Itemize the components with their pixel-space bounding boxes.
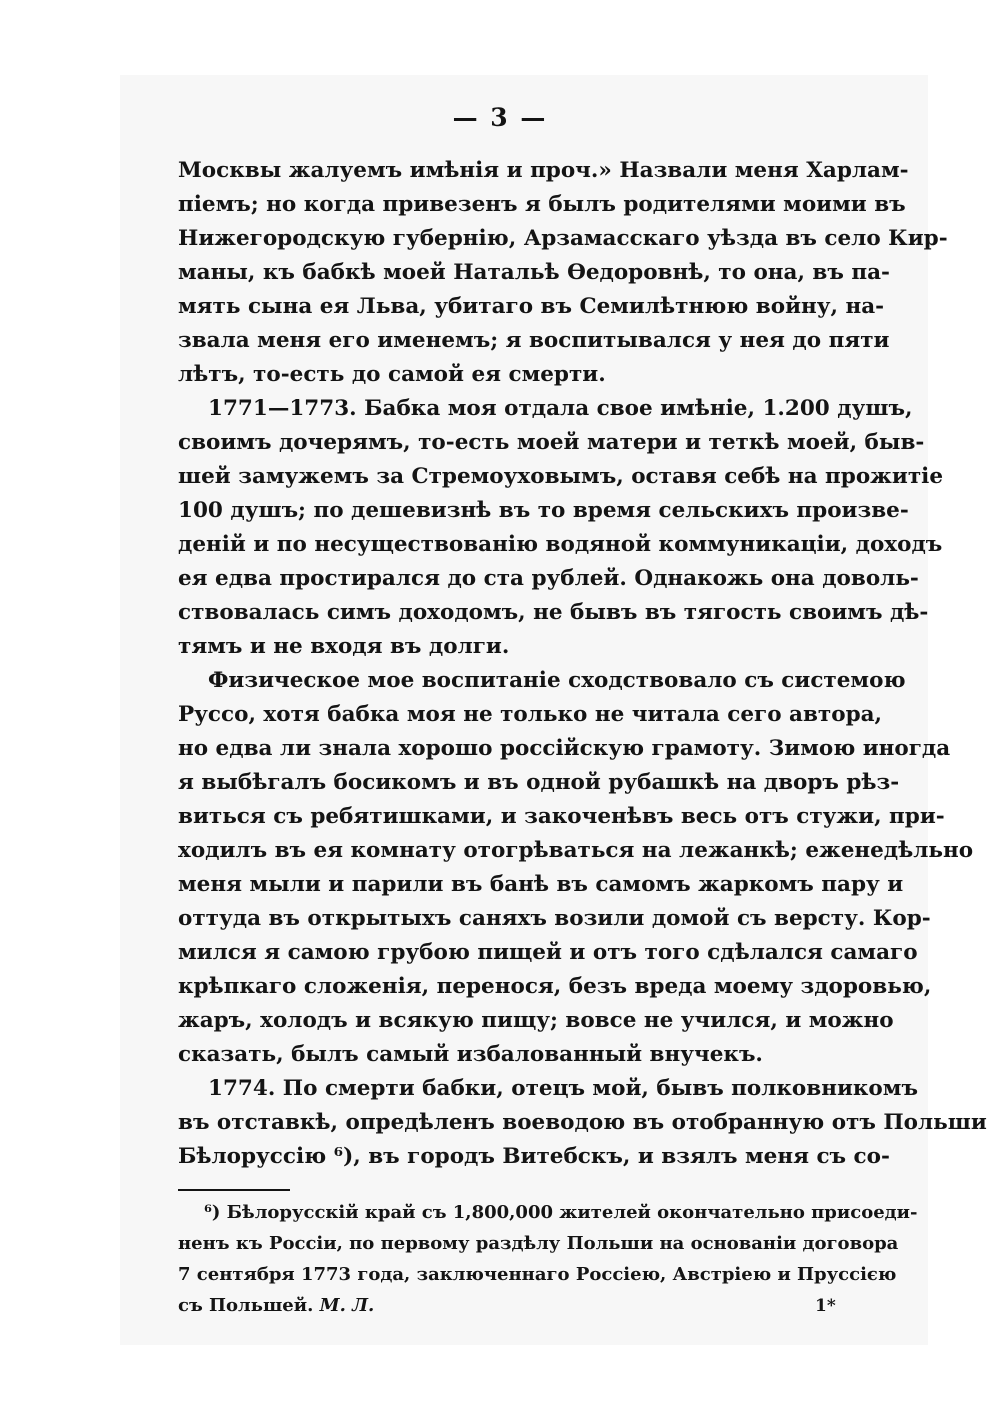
text-line: 1771—1773. Бабка моя отдала свое имѣніе, 1.200 душъ, (208, 396, 913, 421)
text-line: ствовалась симъ доходомъ, не бывъ въ тягость своимъ дѣ- (178, 600, 929, 625)
text-line: оттуда въ открытыхъ саняхъ возили домой съ версту. Кор- (178, 906, 931, 931)
footnote-line: ⁶) Бѣлорусскій край съ 1,800,000 жителей окончательно присоеди- (204, 1202, 918, 1223)
text-line: сказать, былъ самый избалованный внучекъ. (178, 1042, 763, 1067)
text-line: но едва ли знала хорошо россійскую грамоту. Зимою иногда (178, 736, 951, 761)
text-line: ея едва простирался до ста рублей. Однакожь она доволь- (178, 566, 919, 591)
footnote-signature: М. Л. (319, 1295, 375, 1316)
text-line: я выбѣгалъ босикомъ и въ одной рубашкѣ на дворъ рѣз- (178, 770, 900, 795)
text-line: тямъ и не входя въ долги. (178, 634, 510, 659)
text-line: піемъ; но когда привезенъ я былъ родителями моими въ (178, 192, 906, 217)
printer-signature-mark: 1* (815, 1296, 836, 1316)
text-line: въ отставкѣ, опредѣленъ воеводою въ отобранную отъ Польши (178, 1110, 987, 1135)
text-line: лѣтъ, то-есть до самой ея смерти. (178, 362, 606, 387)
text-line: деній и по несуществованію водяной коммуникаціи, доходъ (178, 532, 943, 557)
footnote-line: ненъ къ Россіи, по первому раздѣлу Польши на основаніи договора (178, 1233, 899, 1254)
text-line: звала меня его именемъ; я воспитывался у нея до пяти (178, 328, 890, 353)
text-line: Физическое мое воспитаніе сходствовало съ системою (208, 668, 906, 693)
page-number: — 3 — (452, 103, 548, 132)
text-line: мился я самою грубою пищей и отъ того сдѣлался самаго (178, 940, 918, 965)
text-line: маны, къ бабкѣ моей Натальѣ Ѳедоровнѣ, то она, въ па- (178, 260, 890, 285)
text-line: мять сына ея Льва, убитаго въ Семилѣтнюю войну, на- (178, 294, 885, 319)
text-line: меня мыли и парили въ банѣ въ самомъ жаркомъ пару и (178, 872, 904, 897)
text-line: ходилъ въ ея комнату отогрѣваться на лежанкѣ; еженедѣльно (178, 838, 974, 863)
text-line: своимъ дочерямъ, то-есть моей матери и теткѣ моей, быв- (178, 430, 925, 455)
footnote-last-line (178, 1290, 872, 1321)
text-line: 1774. По смерти бабки, отецъ мой, бывъ полковникомъ (208, 1076, 918, 1101)
text-line: жаръ, холодъ и всякую пищу; вовсе не учился, и можно (178, 1008, 894, 1033)
text-line: Бѣлоруссію ⁶), въ городъ Витебскъ, и взялъ меня съ со- (178, 1144, 890, 1169)
text-line: Москвы жалуемъ имѣнія и проч.» Назвали меня Харлам- (178, 158, 909, 183)
footnote-line: съ Польшей. (178, 1295, 314, 1316)
text-line: виться съ ребятишками, и закоченѣвъ весь отъ стужи, при- (178, 804, 945, 829)
footnote (178, 1197, 918, 1321)
footnote-divider (178, 1189, 290, 1191)
footnote-line: 7 сентября 1773 года, заключеннаго Россіею, Австріею и Пруссією (178, 1264, 897, 1285)
text-line: 100 душъ; по дешевизнѣ въ то время сельскихъ произве- (178, 498, 909, 523)
text-line: Нижегородскую губернію, Арзамасскаго уѣзда въ село Кир- (178, 226, 948, 251)
text-line: шей замужемъ за Стремоуховымъ, оставя себѣ на прожитіе (178, 464, 943, 489)
text-line: крѣпкаго сложенія, перенося, безъ вреда моему здоровью, (178, 974, 932, 999)
text-line: Руссо, хотя бабка моя не только не читала сего автора, (178, 702, 883, 727)
body-text (178, 154, 987, 1174)
